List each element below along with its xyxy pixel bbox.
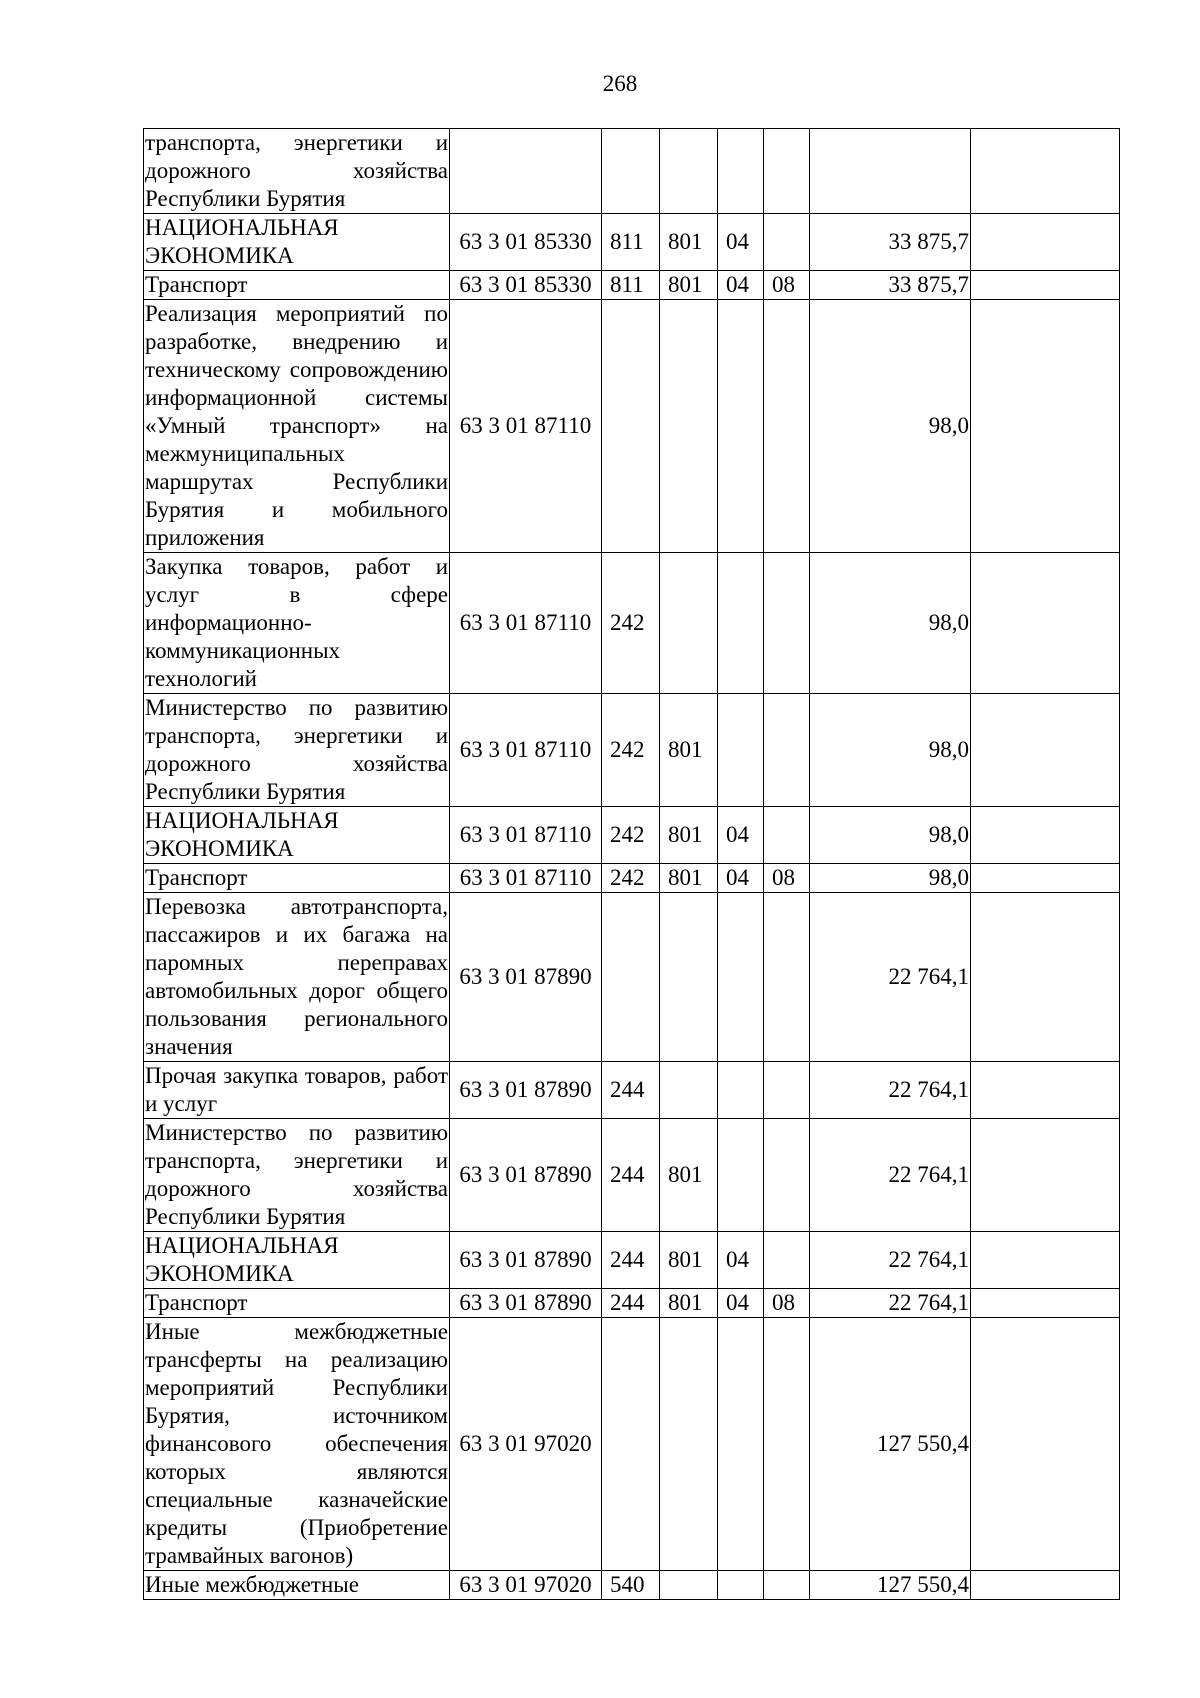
expense-type-cell [602, 893, 660, 1062]
empty-cell [971, 1119, 1120, 1232]
table-row [144, 1571, 1120, 1600]
table-body [144, 129, 1120, 1600]
row-name-cell: НАЦИОНАЛЬНАЯ ЭКОНОМИКА [144, 1232, 450, 1289]
subsection-code-cell [764, 1119, 810, 1232]
ministry-code-cell [660, 893, 718, 1062]
subsection-code-cell [764, 1571, 810, 1600]
table-row [144, 1119, 1120, 1232]
table-row [144, 1232, 1120, 1289]
target-article-cell: 63 3 01 87110 [450, 694, 602, 807]
row-name-cell: транспорта, энергетики и дорожного хозяйства Республики Бурятия [144, 129, 450, 214]
subsection-code-cell [764, 694, 810, 807]
ministry-code-cell: 801 [660, 214, 718, 271]
section-code-cell [718, 1571, 764, 1600]
target-article-cell: 63 3 01 87110 [450, 864, 602, 893]
amount-cell: 98,0 [810, 864, 971, 893]
row-name-cell: Закупка товаров, работ и услуг в сфере информационно-коммуникационных технологий [144, 553, 450, 694]
amount-cell: 22 764,1 [810, 893, 971, 1062]
row-name-cell: Прочая закупка товаров, работ и услуг [144, 1062, 450, 1119]
subsection-code-cell [764, 807, 810, 864]
table-row [144, 300, 1120, 553]
subsection-code-cell [764, 553, 810, 694]
table-row [144, 214, 1120, 271]
expense-type-cell: 811 [602, 214, 660, 271]
ministry-code-cell: 801 [660, 864, 718, 893]
table-row [144, 271, 1120, 300]
section-code-cell [718, 1062, 764, 1119]
ministry-code-cell: 801 [660, 1289, 718, 1318]
subsection-code-cell [764, 1318, 810, 1571]
amount-cell: 33 875,7 [810, 214, 971, 271]
row-name-cell: Перевозка автотранспорта, пассажиров и их багажа на паромных переправах автомобильных дорог общего пользования регионального значения [144, 893, 450, 1062]
section-code-cell: 04 [718, 214, 764, 271]
subsection-code-cell: 08 [764, 1289, 810, 1318]
amount-cell: 127 550,4 [810, 1571, 971, 1600]
row-name-cell: НАЦИОНАЛЬНАЯ ЭКОНОМИКА [144, 214, 450, 271]
amount-cell: 22 764,1 [810, 1062, 971, 1119]
target-article-cell: 63 3 01 85330 [450, 214, 602, 271]
empty-cell [971, 1571, 1120, 1600]
row-name-cell: Транспорт [144, 271, 450, 300]
expense-type-cell: 242 [602, 553, 660, 694]
ministry-code-cell [660, 553, 718, 694]
section-code-cell [718, 129, 764, 214]
amount-cell: 98,0 [810, 807, 971, 864]
row-name-cell: Иные межбюджетные трансферты на реализацию мероприятий Республики Бурятия, источником финансового обеспечения которых являются специальные казначейские кредиты (Приобретение трамвайных вагонов) [144, 1318, 450, 1571]
table-row [144, 129, 1120, 214]
row-name-cell: Реализация мероприятий по разработке, внедрению и техническому сопровождению информационной системы «Умный транспорт» на межмуниципальных маршрутах Республики Бурятия и мобильного приложения [144, 300, 450, 553]
target-article-cell [450, 129, 602, 214]
expense-type-cell [602, 129, 660, 214]
empty-cell [971, 271, 1120, 300]
expense-type-cell [602, 1318, 660, 1571]
ministry-code-cell [660, 1062, 718, 1119]
amount-cell: 22 764,1 [810, 1119, 971, 1232]
expense-type-cell: 244 [602, 1062, 660, 1119]
subsection-code-cell: 08 [764, 271, 810, 300]
expense-type-cell: 244 [602, 1232, 660, 1289]
target-article-cell: 63 3 01 87110 [450, 553, 602, 694]
section-code-cell [718, 893, 764, 1062]
amount-cell: 98,0 [810, 694, 971, 807]
ministry-code-cell [660, 1571, 718, 1600]
target-article-cell: 63 3 01 87890 [450, 1289, 602, 1318]
ministry-code-cell: 801 [660, 807, 718, 864]
empty-cell [971, 553, 1120, 694]
table-row [144, 864, 1120, 893]
table-row [144, 807, 1120, 864]
section-code-cell: 04 [718, 271, 764, 300]
section-code-cell: 04 [718, 1289, 764, 1318]
expense-type-cell: 811 [602, 271, 660, 300]
subsection-code-cell [764, 129, 810, 214]
target-article-cell: 63 3 01 87890 [450, 1119, 602, 1232]
budget-table [143, 128, 1120, 1600]
subsection-code-cell [764, 214, 810, 271]
table-row [144, 1062, 1120, 1119]
empty-cell [971, 1232, 1120, 1289]
subsection-code-cell [764, 1062, 810, 1119]
empty-cell [971, 864, 1120, 893]
ministry-code-cell [660, 129, 718, 214]
section-code-cell: 04 [718, 1232, 764, 1289]
empty-cell [971, 1289, 1120, 1318]
amount-cell: 22 764,1 [810, 1232, 971, 1289]
target-article-cell: 63 3 01 87890 [450, 1062, 602, 1119]
expense-type-cell: 242 [602, 807, 660, 864]
section-code-cell [718, 553, 764, 694]
table-row [144, 893, 1120, 1062]
target-article-cell: 63 3 01 87890 [450, 893, 602, 1062]
empty-cell [971, 893, 1120, 1062]
amount-cell: 98,0 [810, 553, 971, 694]
ministry-code-cell [660, 300, 718, 553]
table-row [144, 553, 1120, 694]
row-name-cell: Транспорт [144, 864, 450, 893]
ministry-code-cell [660, 1318, 718, 1571]
row-name-cell: Министерство по развитию транспорта, энергетики и дорожного хозяйства Республики Бурятия [144, 1119, 450, 1232]
table-row [144, 1289, 1120, 1318]
amount-cell: 33 875,7 [810, 271, 971, 300]
empty-cell [971, 807, 1120, 864]
empty-cell [971, 214, 1120, 271]
section-code-cell [718, 300, 764, 553]
target-article-cell: 63 3 01 87110 [450, 807, 602, 864]
ministry-code-cell: 801 [660, 694, 718, 807]
table-row [144, 694, 1120, 807]
section-code-cell: 04 [718, 864, 764, 893]
expense-type-cell: 242 [602, 864, 660, 893]
table-row [144, 1318, 1120, 1571]
expense-type-cell: 244 [602, 1289, 660, 1318]
amount-cell: 22 764,1 [810, 1289, 971, 1318]
row-name-cell: Транспорт [144, 1289, 450, 1318]
subsection-code-cell [764, 300, 810, 553]
ministry-code-cell: 801 [660, 1119, 718, 1232]
amount-cell: 127 550,4 [810, 1318, 971, 1571]
section-code-cell: 04 [718, 807, 764, 864]
subsection-code-cell: 08 [764, 864, 810, 893]
amount-cell [810, 129, 971, 214]
section-code-cell [718, 694, 764, 807]
expense-type-cell [602, 300, 660, 553]
expense-type-cell: 244 [602, 1119, 660, 1232]
empty-cell [971, 1318, 1120, 1571]
section-code-cell [718, 1318, 764, 1571]
empty-cell [971, 129, 1120, 214]
expense-type-cell: 540 [602, 1571, 660, 1600]
expense-type-cell: 242 [602, 694, 660, 807]
target-article-cell: 63 3 01 87890 [450, 1232, 602, 1289]
amount-cell: 98,0 [810, 300, 971, 553]
ministry-code-cell: 801 [660, 271, 718, 300]
row-name-cell: Министерство по развитию транспорта, энергетики и дорожного хозяйства Республики Бурятия [144, 694, 450, 807]
target-article-cell: 63 3 01 97020 [450, 1571, 602, 1600]
ministry-code-cell: 801 [660, 1232, 718, 1289]
target-article-cell: 63 3 01 85330 [450, 271, 602, 300]
row-name-cell: НАЦИОНАЛЬНАЯ ЭКОНОМИКА [144, 807, 450, 864]
empty-cell [971, 1062, 1120, 1119]
target-article-cell: 63 3 01 87110 [450, 300, 602, 553]
empty-cell [971, 694, 1120, 807]
row-name-cell: Иные межбюджетные [144, 1571, 450, 1600]
target-article-cell: 63 3 01 97020 [450, 1318, 602, 1571]
subsection-code-cell [764, 1232, 810, 1289]
empty-cell [971, 300, 1120, 553]
subsection-code-cell [764, 893, 810, 1062]
section-code-cell [718, 1119, 764, 1232]
page-number: 268 [602, 71, 638, 96]
